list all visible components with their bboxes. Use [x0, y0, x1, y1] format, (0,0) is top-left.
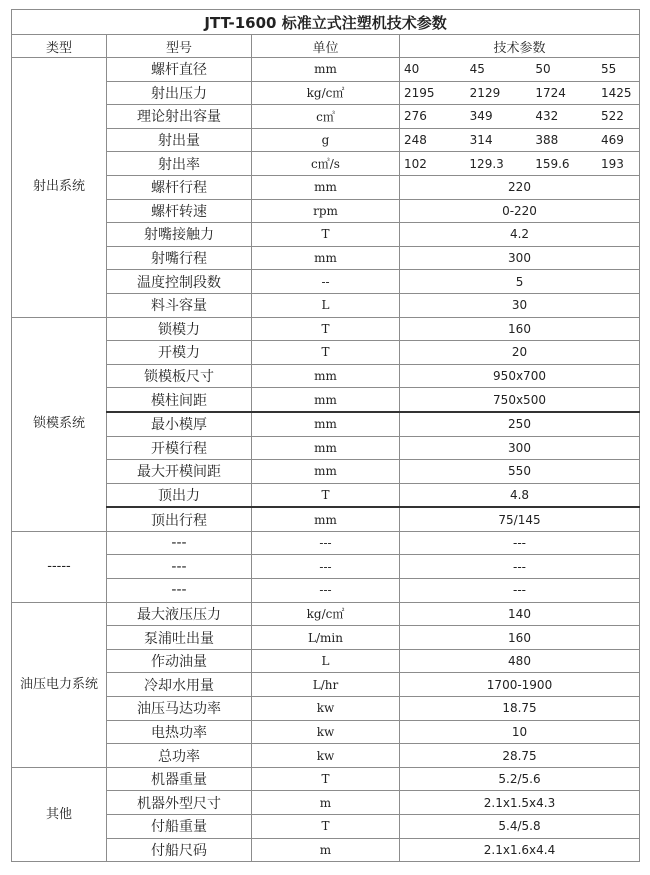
- param-value: 2129: [469, 85, 501, 100]
- table-row: [12, 555, 640, 579]
- param-value: 300: [400, 246, 640, 270]
- param-name: 油压马达功率: [107, 697, 252, 721]
- param-unit: mm: [252, 58, 400, 82]
- param-unit: L: [252, 293, 400, 317]
- table-row: [12, 531, 640, 555]
- param-unit: ---: [252, 555, 400, 579]
- param-value: 220: [400, 175, 640, 199]
- table-title: JTT-1600 标准立式注塑机技术参数: [12, 10, 640, 35]
- table-row: [12, 152, 640, 176]
- param-unit: mm: [252, 364, 400, 388]
- param-name: 开模力: [107, 341, 252, 365]
- param-value: 1724: [535, 85, 566, 100]
- table-row: [12, 199, 640, 223]
- table-row: [12, 626, 640, 650]
- section-label: 锁模系统: [12, 317, 107, 531]
- section-label: 油压电力系统: [12, 602, 107, 767]
- header-unit: 单位: [252, 35, 400, 58]
- param-value: 300: [400, 436, 640, 460]
- section-label: -----: [12, 531, 107, 602]
- param-name: 射出量: [107, 128, 252, 152]
- table-row: [12, 364, 640, 388]
- table-row: [12, 105, 640, 129]
- param-value: 55: [601, 62, 617, 77]
- table-row: [12, 815, 640, 839]
- param-unit: T: [252, 767, 400, 791]
- param-unit: mm: [252, 460, 400, 484]
- param-unit: rpm: [252, 199, 400, 223]
- param-unit: --: [252, 270, 400, 294]
- param-name: 锁模板尺寸: [107, 364, 252, 388]
- param-value: 5.2/5.6: [400, 767, 640, 791]
- param-value: 469: [601, 133, 624, 148]
- section-label: 其他: [12, 767, 107, 861]
- param-value: 388: [535, 133, 559, 148]
- param-value: 5.4/5.8: [400, 815, 640, 839]
- table-row: [12, 720, 640, 744]
- param-value: 1700-1900: [400, 673, 640, 697]
- param-values: [400, 105, 640, 129]
- param-value: 550: [400, 460, 640, 484]
- param-unit: ---: [252, 579, 400, 603]
- param-unit: kg/c㎡: [252, 602, 400, 626]
- param-unit: T: [252, 223, 400, 247]
- header-model: 型号: [107, 35, 252, 58]
- param-value: 250: [400, 412, 640, 436]
- table-row: [12, 460, 640, 484]
- param-unit: mm: [252, 436, 400, 460]
- param-name: 理论射出容量: [107, 105, 252, 129]
- param-name: 射嘴行程: [107, 246, 252, 270]
- param-values: [400, 58, 640, 82]
- table-row: [12, 81, 640, 105]
- param-name: 温度控制段数: [107, 270, 252, 294]
- param-value: ---: [400, 579, 640, 603]
- param-name: ---: [107, 531, 252, 555]
- param-value: 50: [535, 62, 551, 77]
- param-value: 2.1x1.5x4.3: [400, 791, 640, 815]
- table-row: [12, 412, 640, 436]
- section-label: 射出系统: [12, 58, 107, 318]
- param-unit: c㎥: [252, 105, 400, 129]
- table-row: [12, 317, 640, 341]
- table-row: [12, 341, 640, 365]
- param-name: 射出率: [107, 152, 252, 176]
- param-name: 电热功率: [107, 720, 252, 744]
- param-value: 432: [535, 109, 559, 124]
- param-value: 950x700: [400, 364, 640, 388]
- table-row: [12, 791, 640, 815]
- param-name: 作动油量: [107, 649, 252, 673]
- param-value: 4.8: [400, 483, 640, 507]
- param-unit: mm: [252, 246, 400, 270]
- param-unit: mm: [252, 507, 400, 531]
- param-name: 冷却水用量: [107, 673, 252, 697]
- param-value: 129.3: [469, 156, 504, 171]
- param-value: 20: [400, 341, 640, 365]
- table-row: [12, 744, 640, 768]
- param-name: 螺杆行程: [107, 175, 252, 199]
- param-name: 螺杆转速: [107, 199, 252, 223]
- param-value: 193: [600, 156, 624, 171]
- param-name: 料斗容量: [107, 293, 252, 317]
- param-unit: L: [252, 649, 400, 673]
- param-values: [400, 128, 640, 152]
- table-row: [12, 579, 640, 603]
- param-name: 机器重量: [107, 767, 252, 791]
- param-value: 28.75: [400, 744, 640, 768]
- table-row: [12, 507, 640, 531]
- param-name: 锁模力: [107, 317, 252, 341]
- table-row: [12, 436, 640, 460]
- param-unit: kw: [252, 697, 400, 721]
- param-unit: mm: [252, 412, 400, 436]
- param-value: 248: [404, 133, 427, 148]
- param-unit: kw: [252, 744, 400, 768]
- param-name: 最大开模间距: [107, 460, 252, 484]
- param-name: 射出压力: [107, 81, 252, 105]
- table-row: [12, 767, 640, 791]
- param-value: 160: [400, 317, 640, 341]
- table-row: [12, 246, 640, 270]
- param-unit: L/min: [252, 626, 400, 650]
- param-unit: L/hr: [252, 673, 400, 697]
- header-spec: 技术参数: [400, 35, 640, 58]
- param-unit: m: [252, 838, 400, 862]
- param-value: 10: [400, 720, 640, 744]
- param-value: 2195: [404, 85, 435, 100]
- param-value: ---: [400, 555, 640, 579]
- header-category: 类型: [12, 35, 107, 58]
- param-name: 机器外型尺寸: [107, 791, 252, 815]
- param-value: 0-220: [400, 199, 640, 223]
- title-row: [12, 10, 640, 35]
- param-value: 45: [469, 62, 485, 77]
- table-row: [12, 128, 640, 152]
- param-value: 30: [400, 293, 640, 317]
- param-name: 泵浦吐出量: [107, 626, 252, 650]
- param-name: 射嘴接触力: [107, 223, 252, 247]
- param-unit: kw: [252, 720, 400, 744]
- param-name: ---: [107, 579, 252, 603]
- param-name: 顶出行程: [107, 507, 252, 531]
- param-values: [400, 152, 640, 176]
- param-value: 5: [400, 270, 640, 294]
- param-unit: kg/c㎡: [252, 81, 400, 105]
- param-unit: T: [252, 341, 400, 365]
- param-unit: g: [252, 128, 400, 152]
- table-row: [12, 175, 640, 199]
- table-row: [12, 58, 640, 82]
- param-unit: T: [252, 317, 400, 341]
- param-value: 1425: [601, 85, 632, 100]
- param-value: 160: [400, 626, 640, 650]
- param-value: 75/145: [400, 507, 640, 531]
- param-value: 18.75: [400, 697, 640, 721]
- table-row: [12, 673, 640, 697]
- param-unit: c㎥/s: [252, 152, 400, 176]
- param-value: 314: [469, 133, 493, 148]
- param-values: [400, 81, 640, 105]
- param-value: 750x500: [400, 388, 640, 412]
- param-value: 2.1x1.6x4.4: [400, 838, 640, 862]
- param-value: 4.2: [400, 223, 640, 247]
- table-row: [12, 270, 640, 294]
- param-name: 顶出力: [107, 483, 252, 507]
- param-name: 最大液压压力: [107, 602, 252, 626]
- table-row: [12, 223, 640, 247]
- param-name: 付船尺码: [107, 838, 252, 862]
- table-row: [12, 293, 640, 317]
- param-value: 349: [469, 109, 493, 124]
- header-row: [12, 35, 640, 58]
- table-row: [12, 649, 640, 673]
- param-value: 276: [404, 109, 427, 124]
- param-value: 140: [400, 602, 640, 626]
- table-row: [12, 838, 640, 862]
- param-unit: T: [252, 815, 400, 839]
- param-name: 螺杆直径: [107, 58, 252, 82]
- param-value: ---: [400, 531, 640, 555]
- param-unit: mm: [252, 175, 400, 199]
- param-unit: ---: [252, 531, 400, 555]
- param-value: 522: [601, 109, 624, 124]
- table-row: [12, 602, 640, 626]
- param-value: 40: [404, 62, 420, 77]
- param-value: 480: [400, 649, 640, 673]
- param-name: ---: [107, 555, 252, 579]
- param-value: 159.6: [535, 156, 570, 171]
- param-name: 付船重量: [107, 815, 252, 839]
- param-name: 最小模厚: [107, 412, 252, 436]
- param-unit: mm: [252, 388, 400, 412]
- spec-table: [11, 9, 640, 862]
- param-unit: T: [252, 483, 400, 507]
- table-row: [12, 483, 640, 507]
- param-value: 102: [404, 156, 427, 171]
- table-row: [12, 697, 640, 721]
- table-row: [12, 388, 640, 412]
- param-unit: m: [252, 791, 400, 815]
- param-name: 总功率: [107, 744, 252, 768]
- param-name: 模柱间距: [107, 388, 252, 412]
- param-name: 开模行程: [107, 436, 252, 460]
